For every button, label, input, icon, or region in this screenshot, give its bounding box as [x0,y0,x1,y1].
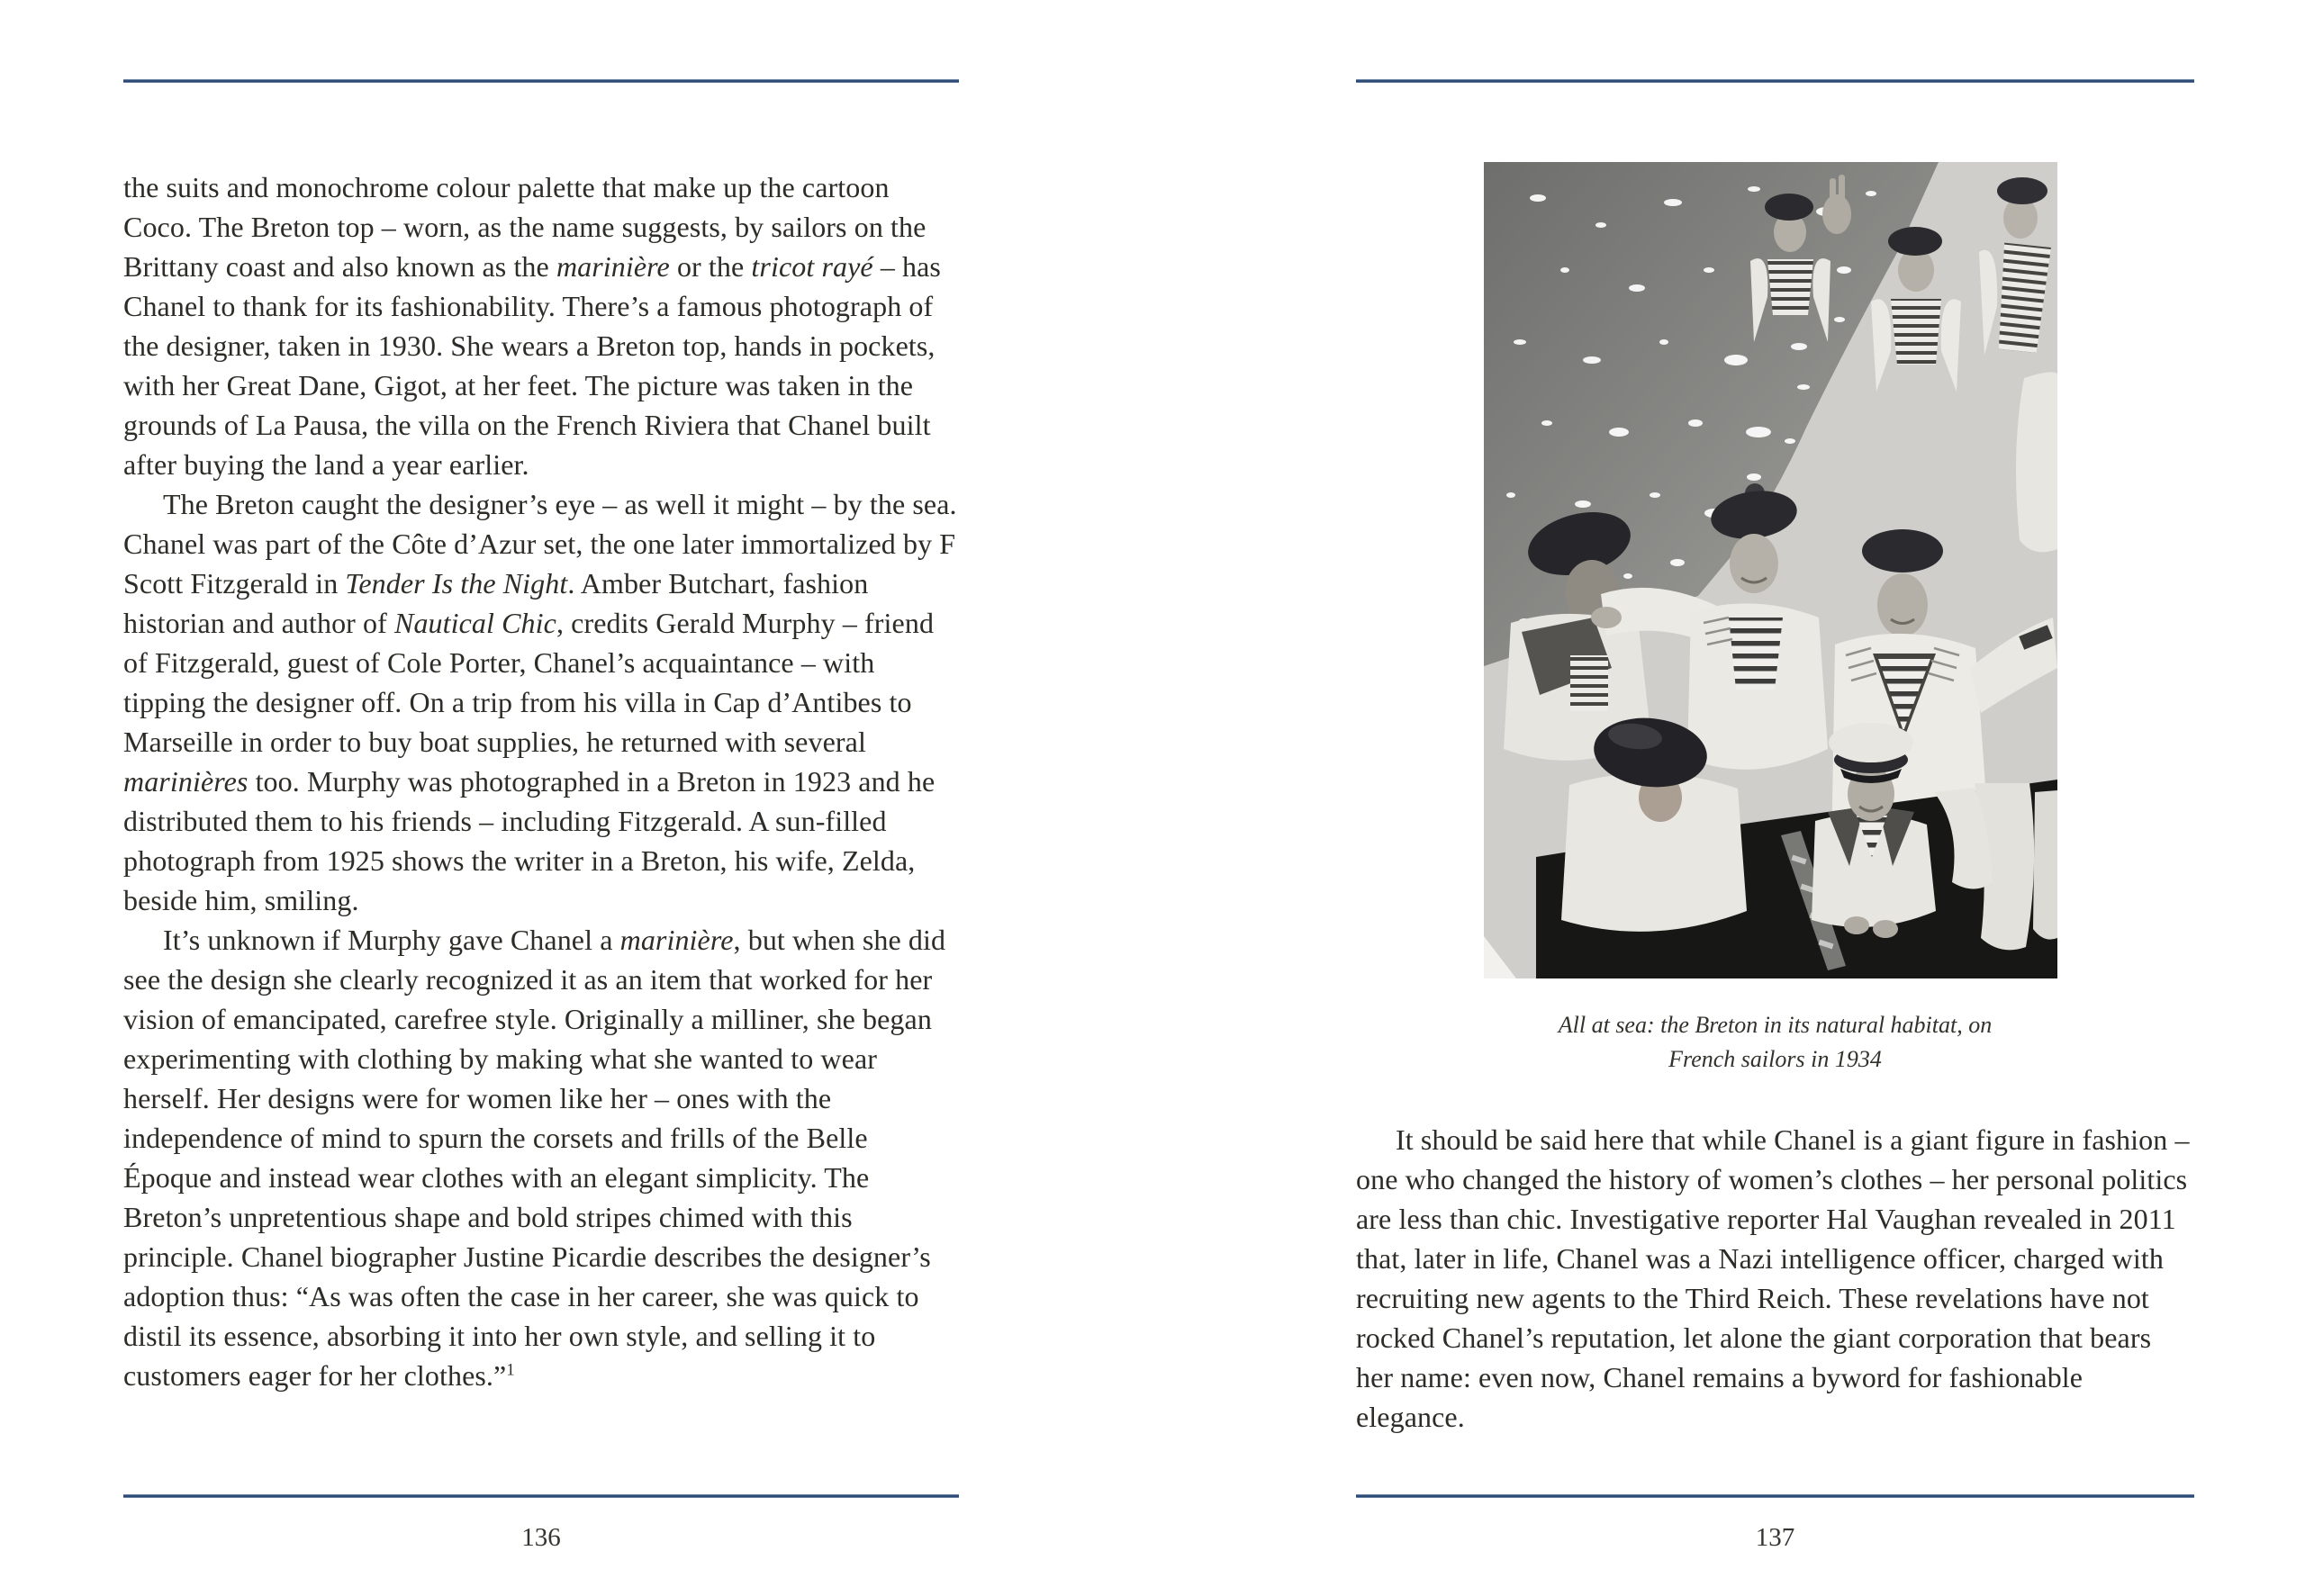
photo [1484,162,2057,978]
bottom-rule-right-page [1356,1494,2194,1498]
bottom-rule-left-page [123,1494,959,1498]
photo-caption [1356,1008,2194,1077]
top-rule-left-page [123,79,959,83]
page-number-left: 136 [521,1523,561,1552]
page-number-right: 137 [1755,1523,1795,1552]
top-rule-right-page [1356,79,2194,83]
paragraph: It should be said here that while Chanel is a giant figure in fashion – one who changed the history of women’s clothes – her personal politics are less than chic. Investigative reporter Hal Vaughan revealed in 2011 that, later in life, Chanel was a Nazi intelligence officer, charged with recruiting new agents to the Third Reich. These revelations have not rocked Chanel’s reputation, let alone the giant corporation that bears her name: even now, Chanel remains a byword for fashionable elegance. [1356,1123,2190,1433]
caption-line: All at sea: the Breton in its natural habitat, on [1558,1012,1993,1038]
paragraph: The Breton caught the designer’s eye – as well it might – by the sea. Chanel was part of the Côte d’Azur set, the one later immortalized by F Scott Fitzgerald in Tender Is the Night. Amber Butchart, fashion historian and author of Nautical Chic, credits Gerald Murphy – friend of Fitzgerald, guest of Cole Porter, Chanel’s acquaintance – with tipping the designer off. On a trip from his villa in Cap d’Antibes to Marseille in order to buy boat supplies, he returned with several marinières too. Murphy was photographed in a Breton in 1923 and he distributed them to his friends – including Fitzgerald. A sun-filled photograph from 1925 shows the writer in a Breton, his wife, Zelda, beside him, smiling. [123,488,957,916]
caption-line: French sailors in 1934 [1668,1046,1882,1072]
left-page-text-block [123,167,959,1395]
paragraph: It’s unknown if Murphy gave Chanel a marinière, but when she did see the design she clearly recognized it as an item that worked for her vision of emancipated, carefree style. Originally a milliner, she began experimenting with clothing by making what she wanted to wear herself. Her designs were for women like her – ones with the independence of mind to spurn the corsets and frills of the Belle Époque and instead wear clothes with an elegant simplicity. The Breton’s unpretentious shape and bold stripes chimed with this principle. Chanel biographer Justine Picardie describes the designer’s adoption thus: “As was often the case in her career, she was quick to distil its essence, absorbing it into her own style, and selling it to customers eager for her clothes.”$^1$ [123,924,946,1392]
sailors-photo-illustration [1484,162,2057,978]
right-page-text-block [1356,1120,2194,1437]
paragraph-continuation: the suits and monochrome colour palette that make up the cartoon Coco. The Breton top – worn, as the name suggests, by sailors on the Brittany coast and also known as the marinière or the tricot rayé – has Chanel to thank for its fashionability. There’s a famous photograph of the designer, taken in 1930. She wears a Breton top, hands in pockets, with her Great Dane, Gigot, at her feet. The picture was taken in the grounds of La Pausa, the villa on the French Riviera that Chanel built after buying the land a year earlier. [123,171,941,481]
